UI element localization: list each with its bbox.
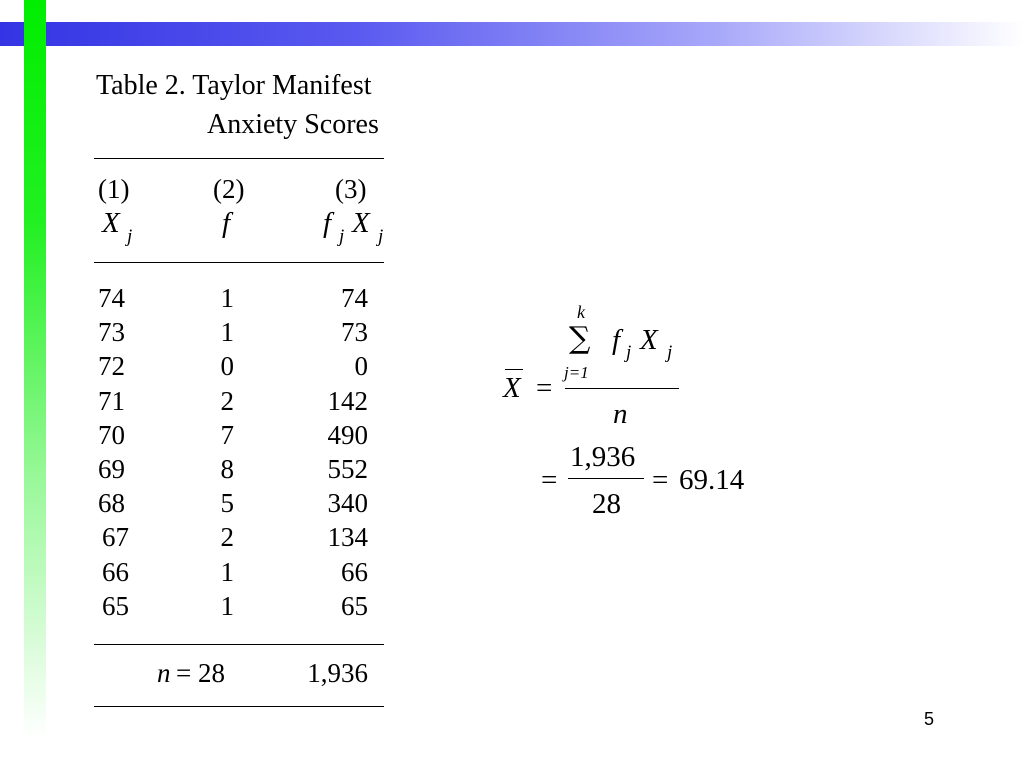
cell-x: 74 bbox=[98, 283, 125, 313]
fraction-bar-1 bbox=[565, 388, 679, 389]
sum-symbol: ∑ bbox=[569, 321, 591, 356]
cell-x: 73 bbox=[98, 317, 125, 347]
equals-sign-1: = bbox=[536, 372, 553, 404]
col3-symbol-x: X bbox=[352, 207, 370, 239]
table-title-line2: Anxiety Scores bbox=[207, 109, 379, 140]
table-header-rule bbox=[94, 262, 384, 263]
col1-symbol-sub: j bbox=[127, 226, 133, 247]
table-bottom-rule bbox=[94, 644, 384, 645]
cell-x: 68 bbox=[98, 488, 125, 518]
col2-number: (2) bbox=[213, 174, 245, 204]
col3-symbol-x-sub: j bbox=[378, 226, 384, 247]
total-n-symbol: n bbox=[157, 658, 171, 688]
total-n-value: = 28 bbox=[176, 658, 225, 688]
col1-symbol-x: X bbox=[102, 207, 120, 239]
cell-x: 71 bbox=[98, 386, 125, 416]
col2-symbol-f: f bbox=[222, 207, 231, 239]
cell-f: 0 bbox=[220, 351, 234, 381]
cell-x: 66 bbox=[102, 557, 129, 587]
col3-number: (3) bbox=[335, 174, 367, 204]
equals-sign-3: = bbox=[652, 464, 669, 496]
col3-symbol-f-sub: j bbox=[339, 226, 345, 247]
cell-x: 72 bbox=[98, 351, 125, 381]
cell-x: 67 bbox=[102, 522, 129, 552]
cell-f: 1 bbox=[220, 557, 234, 587]
cell-fx: 142 bbox=[327, 386, 368, 416]
col1-number: (1) bbox=[98, 174, 130, 204]
cell-x: 69 bbox=[98, 454, 125, 484]
cell-f: 1 bbox=[220, 283, 234, 313]
table-end-rule bbox=[94, 706, 384, 707]
cell-fx: 490 bbox=[327, 420, 368, 450]
sum-upper-limit: k bbox=[577, 302, 585, 322]
cell-f: 1 bbox=[220, 317, 234, 347]
cell-fx: 65 bbox=[341, 591, 368, 621]
total-sum: 1,936 bbox=[307, 658, 368, 688]
cell-fx: 74 bbox=[341, 283, 368, 313]
cell-f: 7 bbox=[220, 420, 234, 450]
cell-f: 2 bbox=[220, 386, 234, 416]
page-number: 5 bbox=[924, 709, 935, 729]
header-gradient-band bbox=[0, 22, 1024, 46]
col3-symbol-f: f bbox=[323, 207, 332, 239]
cell-fx: 73 bbox=[341, 317, 368, 347]
cell-fx: 340 bbox=[327, 488, 368, 518]
numerator-x-sub: j bbox=[667, 342, 673, 363]
cell-fx: 552 bbox=[327, 454, 368, 484]
cell-x: 65 bbox=[102, 591, 129, 621]
table-top-rule bbox=[94, 158, 384, 159]
mean-result: 69.14 bbox=[679, 464, 745, 496]
cell-f: 2 bbox=[220, 522, 234, 552]
cell-f: 1 bbox=[220, 591, 234, 621]
cell-fx: 66 bbox=[341, 557, 368, 587]
table-title-line1: Table 2. Taylor Manifest bbox=[96, 70, 372, 101]
numerator-f: f bbox=[612, 324, 621, 356]
xbar-overline bbox=[505, 369, 523, 370]
cell-f: 5 bbox=[220, 488, 234, 518]
equals-sign-2: = bbox=[541, 464, 558, 496]
cell-f: 8 bbox=[220, 454, 234, 484]
numerator-value: 1,936 bbox=[570, 441, 636, 473]
numerator-f-sub: j bbox=[626, 342, 632, 363]
cell-fx: 0 bbox=[354, 351, 368, 381]
sum-lower-limit: j=1 bbox=[564, 363, 589, 382]
denominator-n: n bbox=[613, 398, 628, 430]
cell-fx: 134 bbox=[327, 522, 368, 552]
numerator-x: X bbox=[640, 324, 658, 356]
denominator-value: 28 bbox=[592, 488, 621, 520]
cell-x: 70 bbox=[98, 420, 125, 450]
side-gradient-band bbox=[24, 0, 46, 740]
xbar-symbol: X bbox=[503, 372, 521, 404]
fraction-bar-2 bbox=[568, 478, 644, 479]
